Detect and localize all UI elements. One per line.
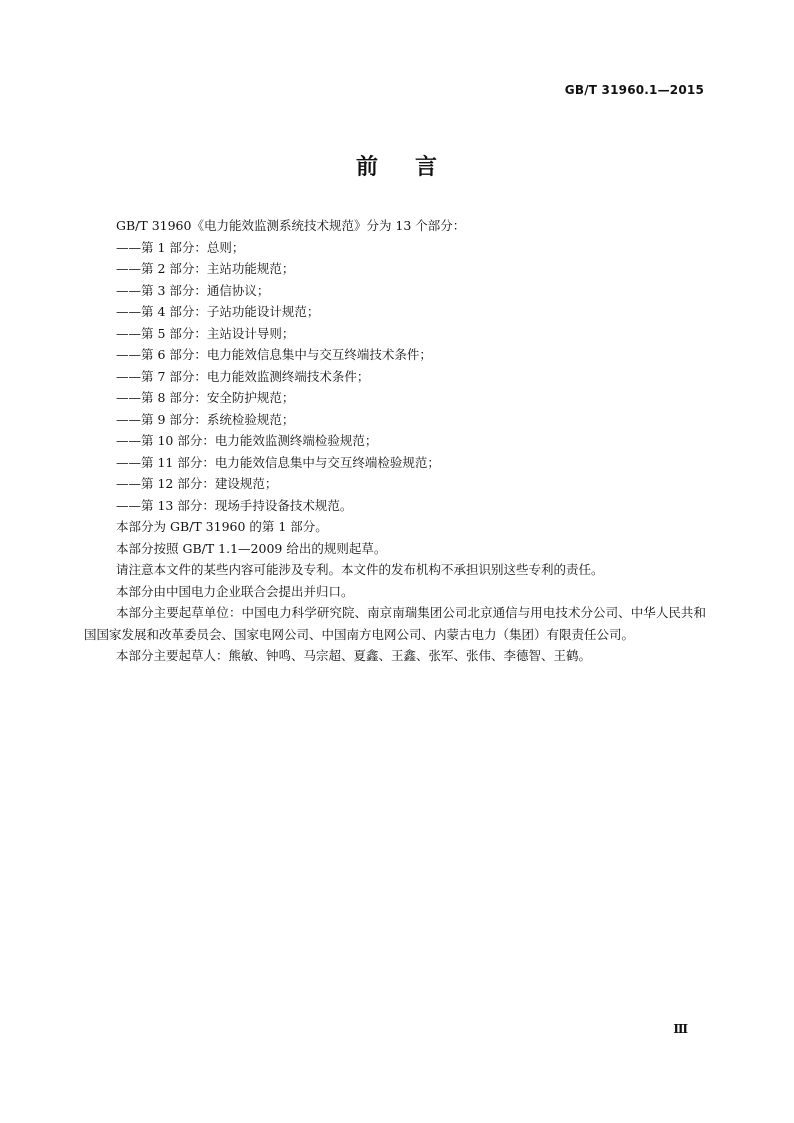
list-item: ——第 7 部分：电力能效监测终端技术条件； bbox=[116, 368, 370, 384]
parts-list bbox=[116, 237, 706, 517]
list-item: ——第 4 部分：子站功能设计规范； bbox=[116, 304, 320, 319]
list-item: ——第 11 部分：电力能效信息集中与交互终端检验规范； bbox=[116, 454, 440, 470]
drafting-rules-paragraph: 本部分按照 GB/T 1.1—2009 给出的规则起草。 bbox=[116, 540, 387, 556]
list-item: ——第 8 部分：安全防护规范； bbox=[116, 390, 295, 405]
this-part-paragraph: 本部分为 GB/T 31960 的第 1 部分。 bbox=[116, 519, 328, 534]
page-number: Ⅲ bbox=[673, 1022, 688, 1036]
proposed-by-paragraph: 本部分由中国电力企业联合会提出并归口。 bbox=[116, 583, 354, 599]
foreword-body bbox=[84, 215, 706, 667]
list-item: ——第 6 部分：电力能效信息集中与交互终端技术条件； bbox=[116, 347, 432, 362]
title-char-1: 前 bbox=[355, 154, 379, 180]
page-title bbox=[0, 150, 794, 181]
intro-paragraph: GB/T 31960《电力能效监测系统技术规范》分为 13 个部分： bbox=[116, 218, 466, 233]
drafting-units-paragraph: 本部分主要起草单位：中国电力科学研究院、南京南瑞集团公司北京通信与用电技术分公司、中华人民共和国国家发展和改革委员会、国家电网公司、中国南方电网公司、内蒙古电力（集团）有限责任公司。 bbox=[84, 605, 706, 642]
drafters-paragraph: 本部分主要起草人：熊敏、钟鸣、马宗超、夏鑫、王鑫、张军、张伟、李德智、王鹤。 bbox=[116, 648, 592, 663]
list-item: ——第 2 部分：主站功能规范； bbox=[116, 261, 295, 276]
list-item: ——第 5 部分：主站设计导则； bbox=[116, 325, 295, 341]
list-item: ——第 13 部分：现场手持设备技术规范。 bbox=[116, 497, 353, 513]
patent-notice-paragraph: 请注意本文件的某些内容可能涉及专利。本文件的发布机构不承担识别这些专利的责任。 bbox=[116, 562, 604, 577]
list-item: ——第 10 部分：电力能效监测终端检验规范； bbox=[116, 433, 378, 448]
title-char-2: 言 bbox=[415, 154, 439, 180]
list-item: ——第 3 部分：通信协议； bbox=[116, 282, 270, 298]
list-item: ——第 12 部分：建设规范； bbox=[116, 476, 278, 491]
list-item: ——第 9 部分：系统检验规范； bbox=[116, 411, 295, 427]
standard-number: GB/T 31960.1—2015 bbox=[564, 83, 704, 97]
list-item: ——第 1 部分：总则； bbox=[116, 239, 245, 255]
